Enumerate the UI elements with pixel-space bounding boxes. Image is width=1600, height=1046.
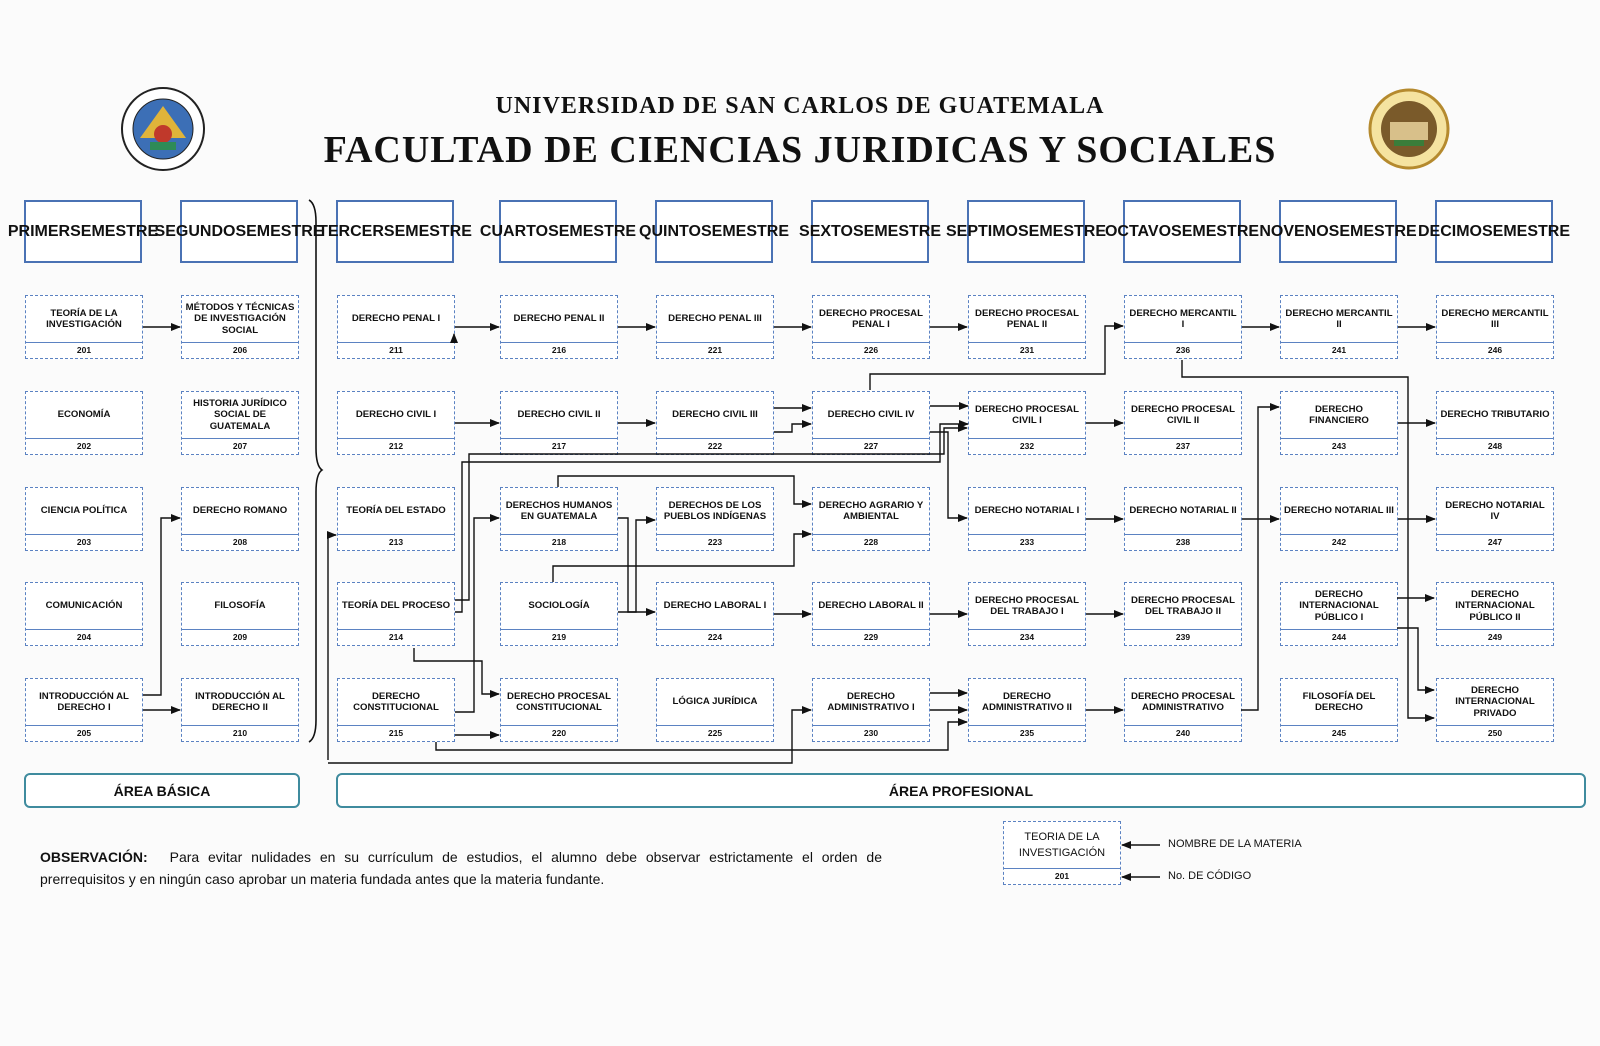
course-name: DERECHOS HUMANOS EN GUATEMALA xyxy=(505,499,613,522)
course-code: 242 xyxy=(1281,534,1397,550)
course-name: DERECHO LABORAL I xyxy=(663,600,767,612)
course-name: SOCIOLOGÍA xyxy=(528,600,590,612)
course-name: COMUNICACIÓN xyxy=(45,600,123,612)
course-name: DERECHO INTERNACIONAL PÚBLICO I xyxy=(1299,588,1379,623)
area-basica-label: ÁREA BÁSICA xyxy=(24,773,300,808)
course-code: 221 xyxy=(657,342,773,358)
course-code: 220 xyxy=(501,725,617,741)
semester-header-label: PRIMER xyxy=(7,222,71,240)
arrow-214-232b xyxy=(455,428,967,600)
observation-text: Para evitar nulidades en su currículum de estudios, el alumno debe observar estrictamente el orden de prerrequisitos y en ningún caso aprobar un materia fundada antes que la materia fundante. xyxy=(40,849,882,887)
course-code: 212 xyxy=(338,438,454,454)
course-code: 246 xyxy=(1437,342,1553,358)
legend-code-label: No. DE CÓDIGO xyxy=(1168,870,1252,882)
course-name: DERECHO PROCESAL ADMINISTRATIVO xyxy=(1131,690,1235,713)
semester-header-sublabel: SEMESTRE xyxy=(1482,222,1571,240)
faculty-title: FACULTAD DE CIENCIAS JURIDICAS Y SOCIALES xyxy=(323,129,1277,171)
course-code: 214 xyxy=(338,629,454,645)
arrow-227-236 xyxy=(870,326,1123,390)
course-code: 208 xyxy=(182,534,298,550)
course-name: INTRODUCCIÓN AL DERECHO II xyxy=(195,690,285,713)
legend-example-course xyxy=(1003,821,1121,885)
course-name: DERECHO FINANCIERO xyxy=(1309,403,1369,426)
course-code: 228 xyxy=(813,534,929,550)
course-name: INTRODUCCIÓN AL DERECHO I xyxy=(39,690,129,713)
observation-label: OBSERVACIÓN: xyxy=(40,849,148,865)
semester-header-label: SEGUNDO xyxy=(154,222,236,240)
course-code: 233 xyxy=(969,534,1085,550)
semester-header-sublabel: SEMESTRE xyxy=(1171,222,1260,240)
course-name: DERECHO PROCESAL CIVIL II xyxy=(1131,403,1235,426)
semester-header-label: DECIMO xyxy=(1418,222,1482,240)
observation-note xyxy=(40,846,882,890)
course-code: 216 xyxy=(501,342,617,358)
area-divider-brace xyxy=(309,200,322,742)
course-code: 231 xyxy=(969,342,1085,358)
legend-example-name: TEORIA DE LA INVESTIGACIÓN xyxy=(1018,831,1106,859)
course-name: DERECHO MERCANTIL I xyxy=(1129,307,1237,330)
course-name: DERECHO CONSTITUCIONAL xyxy=(353,690,439,713)
course-code: 232 xyxy=(969,438,1085,454)
course-code: 229 xyxy=(813,629,929,645)
arrow-214-220 xyxy=(414,648,499,694)
course-code: 213 xyxy=(338,534,454,550)
course-name: DERECHO ADMINISTRATIVO I xyxy=(827,690,915,713)
course-name: DERECHO INTERNACIONAL PÚBLICO II xyxy=(1455,588,1535,623)
course-name: DERECHO NOTARIAL II xyxy=(1129,505,1237,517)
arrow-214-232 xyxy=(455,424,968,612)
course-code: 204 xyxy=(26,629,142,645)
course-code: 241 xyxy=(1281,342,1397,358)
course-code: 230 xyxy=(813,725,929,741)
course-name: FILOSOFÍA DEL DERECHO xyxy=(1302,690,1376,713)
semester-header-label: SEXTO xyxy=(799,222,853,240)
course-name: DERECHO PENAL I xyxy=(351,313,441,325)
course-code: 248 xyxy=(1437,438,1553,454)
course-name: FILOSOFÍA xyxy=(214,600,266,612)
course-name: DERECHO CIVIL I xyxy=(355,409,437,421)
course-code: 236 xyxy=(1125,342,1241,358)
course-code: 210 xyxy=(182,725,298,741)
arrow-244-250 xyxy=(1397,628,1434,690)
semester-header-label: CUARTO xyxy=(479,222,549,240)
course-name: DERECHO NOTARIAL III xyxy=(1284,505,1394,517)
semester-header-label: QUINTO xyxy=(639,222,701,240)
course-name: DERECHO PROCESAL DEL TRABAJO I xyxy=(975,594,1079,617)
course-code: 249 xyxy=(1437,629,1553,645)
course-code: 239 xyxy=(1125,629,1241,645)
course-name: DERECHO TRIBUTARIO xyxy=(1440,409,1550,421)
course-name: DERECHO INTERNACIONAL PRIVADO xyxy=(1455,684,1535,719)
arrow-215-235 xyxy=(436,722,967,750)
course-name: CIENCIA POLÍTICA xyxy=(40,505,128,517)
course-name: DERECHO PROCESAL PENAL II xyxy=(975,307,1079,330)
area-profesional-label: ÁREA PROFESIONAL xyxy=(336,773,1586,808)
course-code: 238 xyxy=(1125,534,1241,550)
course-name: LÓGICA JURÍDICA xyxy=(672,696,758,708)
course-name: DERECHO PROCESAL PENAL I xyxy=(819,307,923,330)
course-code: 240 xyxy=(1125,725,1241,741)
course-name: DERECHO NOTARIAL I xyxy=(974,505,1080,517)
course-code: 237 xyxy=(1125,438,1241,454)
legend-name-label: NOMBRE DE LA MATERIA xyxy=(1168,838,1302,850)
course-code: 202 xyxy=(26,438,142,454)
course-name: DERECHO CIVIL IV xyxy=(827,409,915,421)
course-code: 250 xyxy=(1437,725,1553,741)
arrow-215-230 xyxy=(328,710,811,763)
course-name: DERECHO ROMANO xyxy=(192,505,288,517)
course-code: 244 xyxy=(1281,629,1397,645)
course-code: 205 xyxy=(26,725,142,741)
semester-header-label: NOVENO xyxy=(1259,222,1329,240)
course-code: 234 xyxy=(969,629,1085,645)
course-name: DERECHOS DE LOS PUEBLOS INDÍGENAS xyxy=(663,499,767,522)
semester-header-sublabel: SEMESTRE xyxy=(548,222,637,240)
course-code: 225 xyxy=(657,725,773,741)
semester-header-sublabel: SEMESTRE xyxy=(383,222,472,240)
semester-header-label: TERCER xyxy=(318,222,384,240)
course-name: DERECHO LABORAL II xyxy=(818,600,924,612)
semester-header-label: SEPTIMO xyxy=(945,222,1018,240)
course-code: 217 xyxy=(501,438,617,454)
course-name: DERECHO PROCESAL CONSTITUCIONAL xyxy=(507,690,611,713)
university-title: UNIVERSIDAD DE SAN CARLOS DE GUATEMALA xyxy=(495,93,1105,119)
course-code: 235 xyxy=(969,725,1085,741)
semester-header-sublabel: SEMESTRE xyxy=(852,222,941,240)
semester-header-sublabel: SEMESTRE xyxy=(1328,222,1417,240)
course-code: 211 xyxy=(338,342,454,358)
arrow-227-233 xyxy=(930,432,967,518)
semester-header-sublabel: SEMESTRE xyxy=(235,222,324,240)
course-code: 209 xyxy=(182,629,298,645)
course-name: DERECHO PROCESAL CIVIL I xyxy=(975,403,1079,426)
course-name: DERECHO MERCANTIL III xyxy=(1441,307,1549,330)
semester-header-sublabel: SEMESTRE xyxy=(700,222,789,240)
course-code: 224 xyxy=(657,629,773,645)
arrow-222-227b xyxy=(774,424,811,432)
course-name: TEORÍA DEL PROCESO xyxy=(341,600,451,612)
course-name: TEORÍA DE LA INVESTIGACIÓN xyxy=(46,307,122,330)
course-name: DERECHO PENAL II xyxy=(513,313,605,325)
semester-header-label: OCTAVO xyxy=(1104,222,1172,240)
course-code: 227 xyxy=(813,438,929,454)
course-code: 218 xyxy=(501,534,617,550)
course-code: 215 xyxy=(338,725,454,741)
course-name: DERECHO ADMINISTRATIVO II xyxy=(982,690,1072,713)
arrow-205-208 xyxy=(143,518,180,695)
course-code: 203 xyxy=(26,534,142,550)
course-code: 219 xyxy=(501,629,617,645)
course-name: DERECHO CIVIL III xyxy=(672,409,758,421)
semester-header-sublabel: SEMESTRE xyxy=(70,222,159,240)
route-215-213 xyxy=(328,535,336,760)
arrow-240-243 xyxy=(1241,407,1279,710)
legend-example-code: 201 xyxy=(1004,868,1120,884)
course-name: MÉTODOS Y TÉCNICAS DE INVESTIGACIÓN SOCIAL xyxy=(185,301,295,336)
course-code: 207 xyxy=(182,438,298,454)
course-name: DERECHO NOTARIAL IV xyxy=(1445,499,1545,522)
arrow-218-228 xyxy=(558,476,811,504)
arrow-236-250 xyxy=(1182,360,1434,718)
course-code: 222 xyxy=(657,438,773,454)
course-code: 247 xyxy=(1437,534,1553,550)
course-name: TEORÍA DEL ESTADO xyxy=(346,505,446,517)
course-code: 243 xyxy=(1281,438,1397,454)
course-code: 245 xyxy=(1281,725,1397,741)
course-code: 226 xyxy=(813,342,929,358)
course-name: DERECHO MERCANTIL II xyxy=(1285,307,1393,330)
course-code: 223 xyxy=(657,534,773,550)
course-name: DERECHO PENAL III xyxy=(668,313,762,325)
course-name: DERECHO PROCESAL DEL TRABAJO II xyxy=(1131,594,1235,617)
course-code: 201 xyxy=(26,342,142,358)
semester-header-sublabel: SEMESTRE xyxy=(1018,222,1107,240)
course-name: ECONOMÍA xyxy=(57,409,111,421)
course-name: DERECHO CIVIL II xyxy=(517,409,601,421)
course-name: HISTORIA JURÍDICO SOCIAL DE GUATEMALA xyxy=(193,397,287,432)
course-name: DERECHO AGRARIO Y AMBIENTAL xyxy=(818,499,924,522)
course-code: 206 xyxy=(182,342,298,358)
arrow-219-228 xyxy=(553,534,811,582)
